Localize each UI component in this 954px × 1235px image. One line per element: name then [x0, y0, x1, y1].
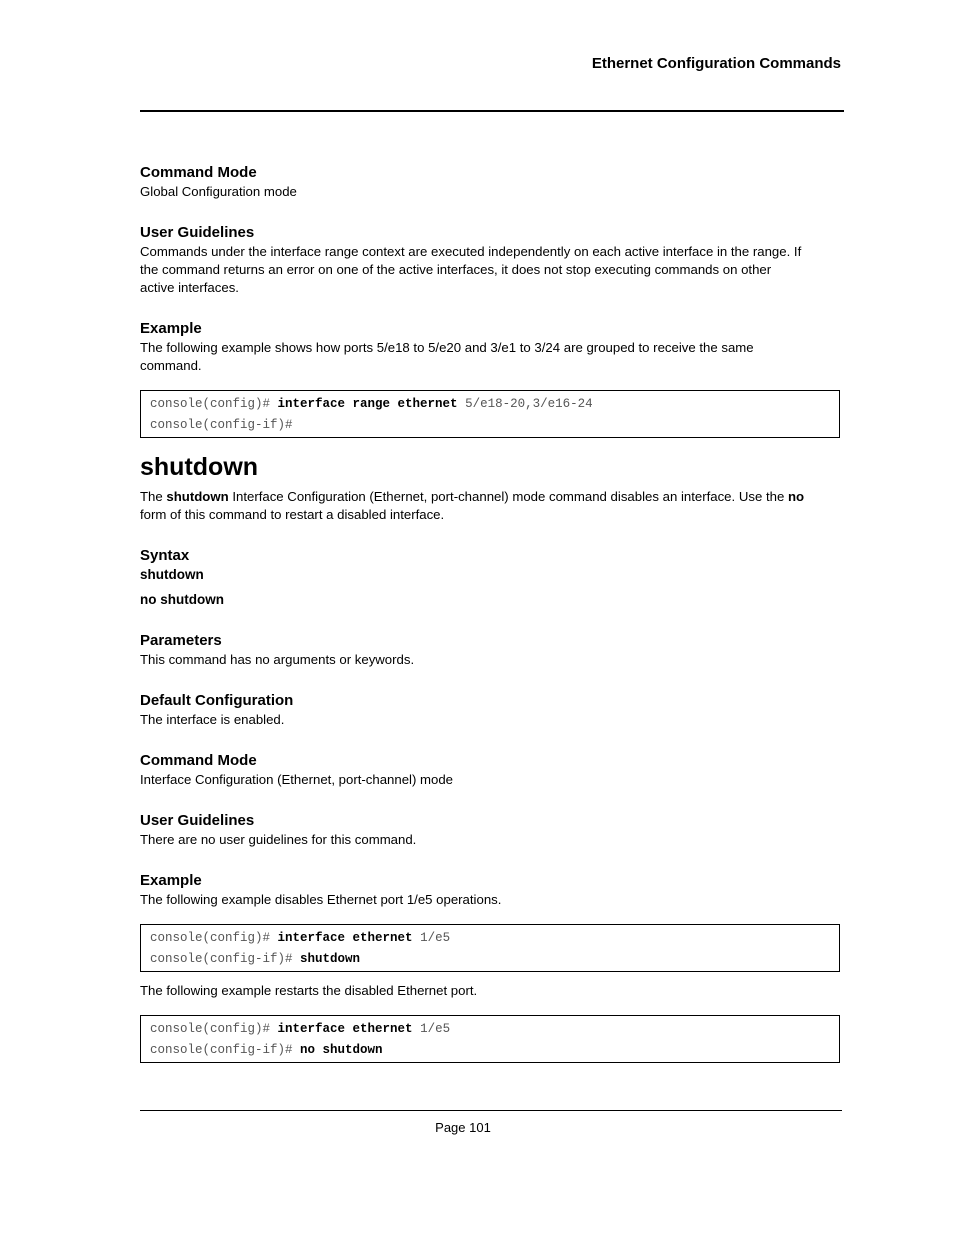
prev-user-guidelines-section [140, 223, 840, 297]
section-text: Global Configuration mode [140, 184, 297, 199]
section-heading: Command Mode [140, 752, 257, 769]
example-section [140, 871, 840, 1063]
code-prompt: console(config)# [150, 397, 278, 411]
code-line [150, 949, 830, 970]
section-text: The interface is enabled. [140, 712, 285, 727]
code-block [140, 390, 840, 438]
text-line: the command returns an error on one of the active interfaces, it does not stop executing commands on other [140, 262, 772, 277]
text-line: active interfaces. [140, 280, 239, 295]
page-number: Page 101 [435, 1120, 491, 1135]
section-heading: Parameters [140, 632, 222, 649]
code-line [150, 394, 830, 415]
code-prompt: console(config-if)# [150, 1042, 301, 1057]
code-prompt: console(config)# [150, 931, 278, 945]
command-title: shutdown [140, 453, 259, 481]
section-heading: Example [140, 320, 202, 337]
section-heading: User Guidelines [140, 812, 255, 829]
section-text: This command has no arguments or keywords. [140, 652, 415, 667]
intro-line: form of this command to restart a disabled interface. [140, 507, 445, 522]
intro-line [140, 488, 840, 506]
code-argument: 1/e5 [412, 1022, 451, 1036]
text-line: Commands under the interface range context are executed independently on each active interface in the range. If [140, 244, 802, 259]
code-argument: 1/e5 [412, 931, 451, 945]
code-line [150, 1040, 830, 1061]
default-configuration-section [140, 691, 840, 729]
syntax-line: no shutdown [140, 592, 224, 607]
section-heading: User Guidelines [140, 224, 255, 241]
section-heading: Example [140, 872, 202, 889]
running-header: Ethernet Configuration Commands [591, 55, 841, 72]
code-line [150, 1019, 830, 1040]
code-prompt: console(config-if)# [150, 417, 293, 432]
code-prompt: console(config)# [150, 1022, 278, 1036]
section-text: The following example restarts the disabled Ethernet port. [140, 983, 478, 998]
syntax-line: shutdown [140, 567, 204, 582]
code-block [140, 1015, 840, 1063]
code-command: no shutdown [300, 1042, 383, 1057]
code-line [150, 928, 830, 949]
code-command: interface ethernet [277, 931, 413, 945]
page-content [140, 163, 840, 1069]
footer-rule [140, 1110, 842, 1111]
code-line [150, 415, 830, 436]
code-prompt: console(config-if)# [150, 951, 301, 966]
text-line: The following example shows how ports 5/e18 to 5/e20 and 3/e1 to 3/24 are grouped to receive the same [140, 340, 754, 355]
section-text: There are no user guidelines for this command. [140, 832, 417, 847]
intro-bold: shutdown [166, 489, 229, 504]
section-text: Interface Configuration (Ethernet, port-channel) mode [140, 772, 454, 787]
code-block [140, 924, 840, 972]
text-line: command. [140, 358, 202, 373]
code-command: shutdown [300, 951, 361, 966]
section-heading: Syntax [140, 547, 190, 564]
header-rule [140, 110, 844, 112]
code-argument: 5/e18-20,3/e16-24 [457, 397, 593, 411]
parameters-section [140, 631, 840, 669]
syntax-section [140, 546, 840, 609]
section-heading: Command Mode [140, 164, 257, 181]
user-guidelines-section [140, 811, 840, 849]
code-command: interface range ethernet [277, 397, 458, 411]
prev-example-section [140, 319, 840, 438]
intro-text: Interface Configuration (Ethernet, port-channel) mode command disables an interface. Use the [228, 489, 788, 504]
intro-text: The [140, 489, 167, 504]
prev-command-mode-section [140, 163, 840, 201]
intro-bold: no [787, 489, 805, 504]
section-text: The following example disables Ethernet port 1/e5 operations. [140, 892, 502, 907]
command-mode-section [140, 751, 840, 789]
code-command: interface ethernet [277, 1022, 413, 1036]
section-heading: Default Configuration [140, 692, 294, 709]
intro-section [140, 488, 840, 524]
